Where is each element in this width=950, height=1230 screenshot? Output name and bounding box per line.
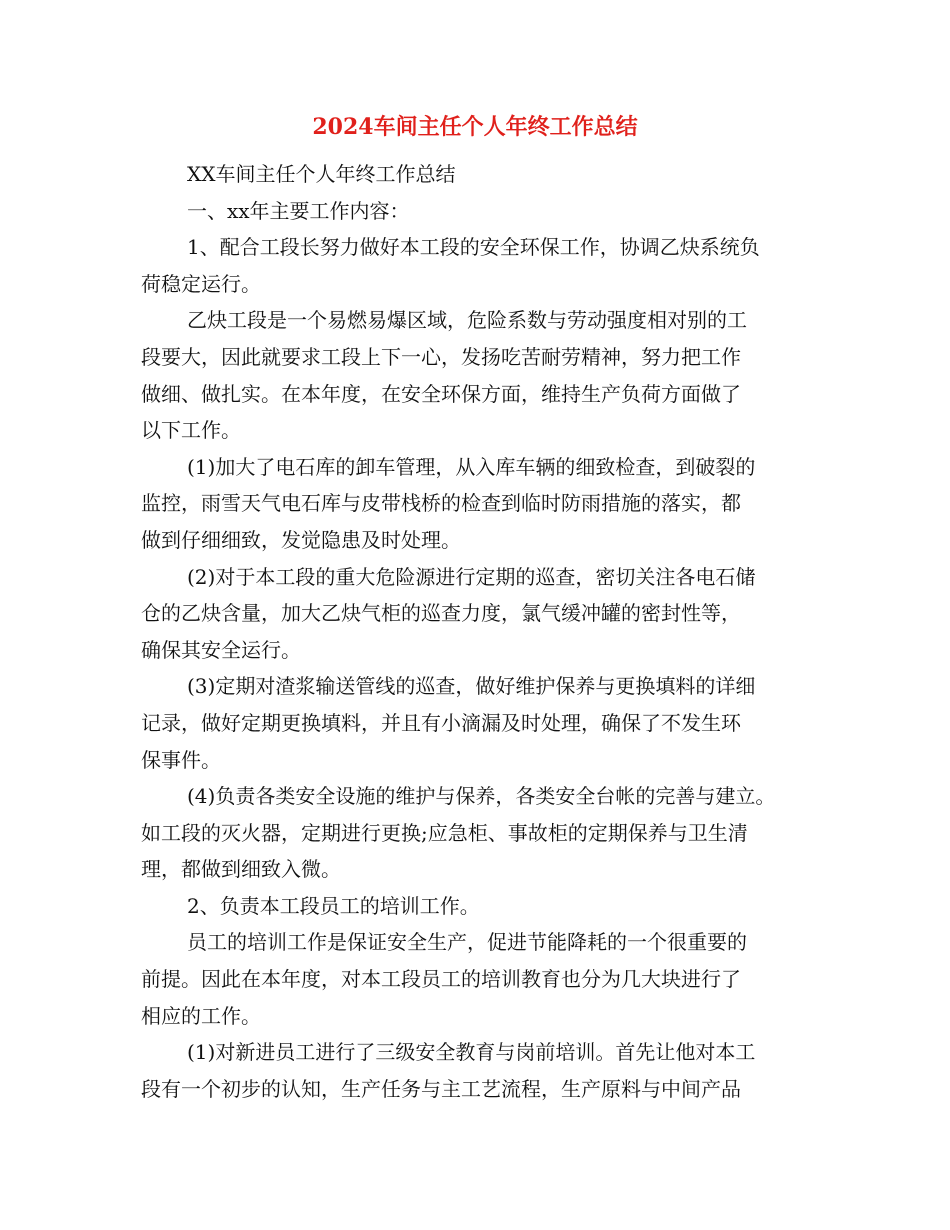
text-line: 如工段的灭火器，定期进行更换;应急柜、事故柜的定期保养与卫生清 (141, 820, 748, 845)
text-line: 段有一个初步的认知，生产任务与主工艺流程，生产原料与中间产品 (141, 1076, 741, 1101)
text-line: 员工的培训工作是保证安全生产，促进节能降耗的一个很重要的 (187, 930, 747, 955)
text-line: (1)对新进员工进行了三级安全教育与岗前培训。首先让他对本工 (187, 1040, 756, 1065)
text-line: 前提。因此在本年度，对本工段员工的培训教育也分为几大块进行了 (141, 967, 741, 992)
text-line: (4)负责各类安全设施的维护与保养，各类安全台帐的完善与建立。 (187, 784, 776, 809)
text-line: (1)加大了电石库的卸车管理，从入库车辆的细致检查，到破裂的 (187, 454, 756, 479)
text-line: 做到仔细细致，发觉隐患及时处理。 (141, 527, 461, 552)
text-line: 一、xx年主要工作内容： (187, 198, 410, 223)
text-line: 相应的工作。 (141, 1003, 261, 1028)
text-line: 仓的乙炔含量，加大乙炔气柜的巡查力度，氯气缓冲罐的密封性等， (141, 601, 741, 626)
text-line: 监控，雨雪天气电石库与皮带栈桥的检查到临时防雨措施的落实，都 (141, 491, 741, 516)
text-line: 以下工作。 (141, 418, 241, 443)
text-line: (2)对于本工段的重大危险源进行定期的巡查，密切关注各电石储 (187, 564, 756, 589)
text-line: 保事件。 (141, 747, 221, 772)
text-line: 做细、做扎实。在本年度，在安全环保方面，维持生产负荷方面做了 (141, 381, 741, 406)
text-line: XX车间主任个人年终工作总结 (187, 162, 456, 186)
text-line: 确保其安全运行。 (141, 637, 301, 662)
document-title: 2024车间主任个人年终工作总结 (312, 114, 638, 140)
text-line: 荷稳定运行。 (141, 271, 261, 296)
text-line: 段要大，因此就要求工段上下一心，发扬吃苦耐劳精神，努力把工作 (141, 344, 741, 369)
text-line: 2、负责本工段员工的培训工作。 (187, 893, 480, 918)
document-body (141, 156, 841, 1107)
text-line: 乙炔工段是一个易燃易爆区域，危险系数与劳动强度相对别的工 (187, 308, 747, 333)
text-line: (3)定期对渣浆输送管线的巡查，做好维护保养与更换填料的详细 (187, 674, 756, 699)
text-line: 理，都做到细致入微。 (141, 857, 341, 882)
text-line: 1、配合工段长努力做好本工段的安全环保工作，协调乙炔系统负 (187, 235, 760, 260)
text-line: 记录，做好定期更换填料，并且有小滴漏及时处理，确保了不发生环 (141, 710, 741, 735)
